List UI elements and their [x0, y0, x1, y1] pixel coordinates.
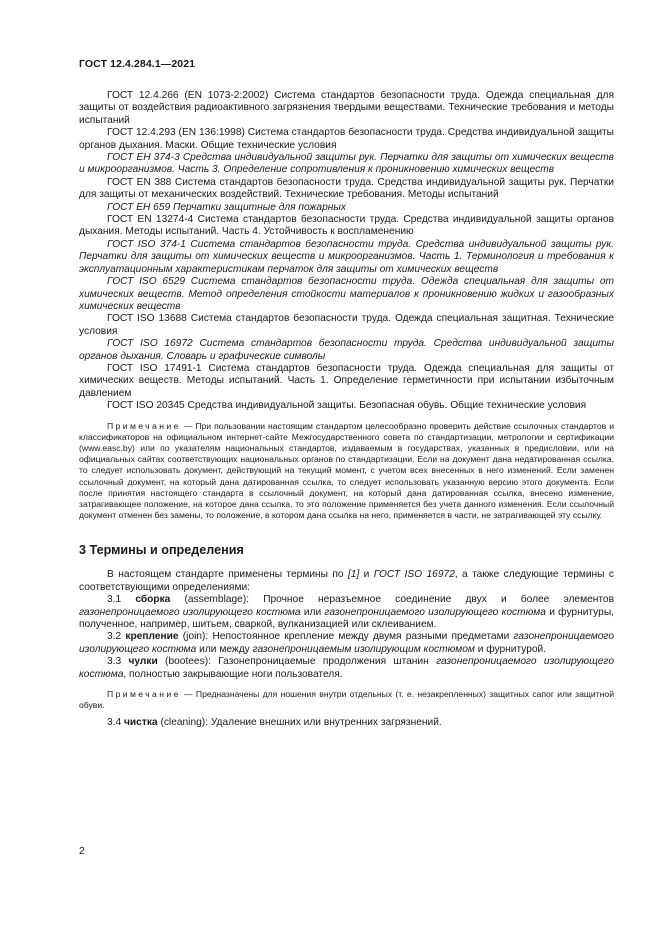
reference-item: ГОСТ ISO 374-1 Система стандартов безопасности труда. Средства индивидуальной защиты рук. Перчатки для защиты от химических веществ и микроорганизмов. Часть 1. Терминология и требования к эксплуатационным характеристикам перчаток для защиты от химических веществ [79, 238, 614, 275]
term-number: 3.4 [107, 717, 124, 729]
reference-item: ГОСТ 12.4.266 (EN 1073-2:2002) Система стандартов безопасности труда. Одежда специальная для защиты от воздействия радиоактивного загрязнения твердыми веществами. Технические требования и методы испытаний [79, 90, 614, 126]
reference-item: ГОСТ EH 659 Перчатки защитные для пожарных [107, 201, 346, 213]
term-definition: (join): Непостоянное крепление между двумя разными предметами [178, 631, 514, 643]
term-definition: или [300, 606, 325, 618]
term-3-3 [79, 656, 614, 681]
term-3-3-note [79, 689, 614, 711]
note-text: — При пользовании настоящим стандартом целесообразно проверить действие ссылочных стандартов и классификаторов на официальном интернет-сайте Межгосударственного совета по стандартизации, метрологии и сертификации (www.easc.by) или по указателям национальных стандартов, издаваемым в государствах, указанных в предисловии, или на официальных сайтах соответствующих национальных органов по стандартизации. Если на документ дана недатированная ссылка, то следует использовать документ, действующий на текущий момент, с учетом всех внесенных в него изменений. Если заменен ссылочный документ, на который дана датированная ссылка, то следует использовать указанную версию этого документа. Если после принятия настоящего стандарта в ссылочный документ, на который дана датированная ссылка, внесено изменение, затрагивающее положение, на которое дана ссылка, то это положение применяется без учета данного изменения. Если ссылочный документ отменен без замены, то положение, в котором дана ссылка на него, применяется в части, не затрагивающей эту ссылку. [79, 420, 614, 521]
section-title: 3 Термины и определения [79, 543, 244, 558]
term-3-1 [79, 594, 614, 631]
reference-item: ГОСТ ISO 17491-1 Система стандартов безопасности труда. Одежда специальная для защиты от химических веществ. Методы испытаний. Часть 1. Определение герметичности при испытании избыточным давлением [79, 362, 614, 399]
reference-item: ГОСТ ISO 20345 Средства индивидуальной защиты. Безопасная обувь. Общие технические условия [107, 400, 587, 412]
section-intro [79, 569, 614, 594]
reference-item: ГОСТ 12.4.293 (EN 136:1998) Система стандартов безопасности труда. Средства индивидуальной защиты органов дыхания. Маски. Общие технические условия [79, 127, 614, 151]
term-name: сборка [135, 594, 171, 606]
reference-item: ГОСТ ISO 6529 Система стандартов безопасности труда. Одежда специальная для защиты от химических веществ. Метод определения стойкости материалов к проникновению жидких и газообразных химических веществ [79, 276, 614, 312]
term-name: чулки [128, 656, 158, 668]
page-number: 2 [79, 845, 85, 857]
term-definition: (bootees): Газонепроницаемые продолжения штанин [157, 656, 437, 668]
intro-text: , а также следующие термины с соответствующими определениями: [79, 569, 614, 593]
note-label: Примечание [107, 689, 181, 700]
term-definition: (assemblage): Прочное неразъемное соединение двух и более элементов [170, 594, 614, 606]
term-number: 3.1 [107, 594, 136, 606]
term-crossref: газонепроницаемого изолирующего костюма [79, 631, 614, 655]
references-note [79, 421, 614, 522]
term-name: чистка [124, 717, 158, 729]
intro-text: В настоящем стандарте применены термины по [107, 569, 348, 581]
standard-ref: ГОСТ ISO 16972 [373, 569, 455, 581]
term-crossref: газонепроницаемым изолирующим костюмом [252, 643, 475, 655]
bibliography-ref: [1] [347, 569, 360, 581]
reference-item: ГОСТ EN 13274-4 Система стандартов безопасности труда. Средства индивидуальной защиты органов дыхания. Методы испытаний. Часть 4. Устойчивость к воспламенению [79, 214, 614, 238]
term-name: крепление [125, 631, 179, 643]
reference-item: ГОСТ ISO 16972 Система стандартов безопасности труда. Средства индивидуальной защиты органов дыхания. Словарь и графические символы [79, 338, 614, 362]
note-label: Примечание [107, 420, 181, 431]
term-number: 3.2 [107, 631, 126, 643]
term-definition: или между [196, 643, 253, 655]
document-body [79, 90, 614, 730]
reference-item: ГОСТ EH 374-3 Средства индивидуальной защиты рук. Перчатки для защиты от химических веществ и микроорганизмов. Часть 3. Определение сопротивления к проникновению химических веществ [79, 152, 614, 176]
term-definition: (cleaning): Удаление внешних или внутренних загрязнений. [157, 717, 442, 729]
term-definition: , полностью закрывающие ноги пользователя. [123, 668, 343, 680]
term-definition: и фурнитурой. [474, 643, 547, 655]
term-crossref: газонепроницаемого изолирующего костюма [79, 656, 614, 680]
reference-item: ГОСТ EN 388 Система стандартов безопасности труда. Средства индивидуальной защиты рук. Перчатки для защиты от механических воздействий. Технические требования. Методы испытаний [79, 176, 614, 201]
note-text: — Предназначены для ношения внутри отдельных (т. е. незакрепленных) защитных сапог или защитной обуви. [79, 689, 614, 711]
term-crossref: газонепроницаемого изолирующего костюма [79, 606, 301, 618]
term-3-2 [79, 631, 614, 656]
standard-header: ГОСТ 12.4.284.1—2021 [79, 58, 196, 70]
intro-text: и [359, 569, 374, 581]
term-definition: и фурнитуры, полученное, например, шитьем, сваркой, вулканизацией или склеиванием. [79, 606, 614, 631]
term-crossref: газонепроницаемого изолирующего костюма [324, 606, 546, 618]
reference-item: ГОСТ ISO 13688 Система стандартов безопасности труда. Одежда специальная защитная. Технические условия [79, 313, 614, 337]
term-number: 3.3 [107, 656, 129, 668]
normative-references-list [79, 90, 614, 413]
term-3-4 [79, 717, 614, 729]
